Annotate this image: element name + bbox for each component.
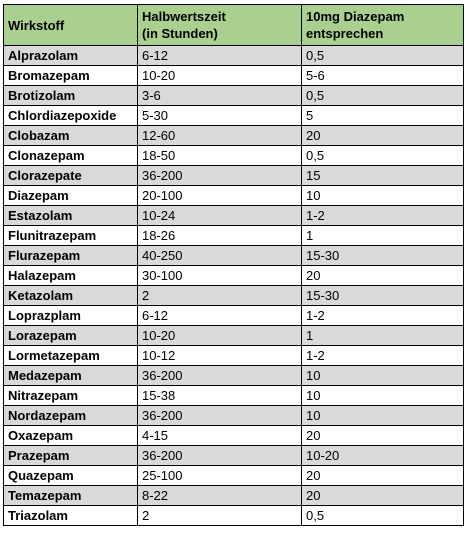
cell-halbwertszeit: 18-50	[138, 146, 302, 166]
table-row	[4, 286, 464, 306]
cell-wirkstoff: Alprazolam	[4, 46, 138, 66]
cell-wirkstoff: Flurazepam	[4, 246, 138, 266]
table-header	[4, 5, 464, 46]
cell-halbwertszeit: 10-12	[138, 346, 302, 366]
cell-wirkstoff: Oxazepam	[4, 426, 138, 446]
table-row	[4, 486, 464, 506]
cell-halbwertszeit: 10-20	[138, 66, 302, 86]
cell-halbwertszeit: 3-6	[138, 86, 302, 106]
cell-diazepam-equivalent: 10	[302, 406, 464, 426]
cell-wirkstoff: Nordazepam	[4, 406, 138, 426]
cell-diazepam-equivalent: 20	[302, 126, 464, 146]
cell-diazepam-equivalent: 20	[302, 466, 464, 486]
header-halbwertszeit-line2: (in Stunden)	[142, 26, 218, 41]
cell-halbwertszeit: 6-12	[138, 46, 302, 66]
cell-halbwertszeit: 25-100	[138, 466, 302, 486]
cell-wirkstoff: Ketazolam	[4, 286, 138, 306]
table-row	[4, 166, 464, 186]
cell-wirkstoff: Clobazam	[4, 126, 138, 146]
cell-halbwertszeit: 8-22	[138, 486, 302, 506]
table-row	[4, 126, 464, 146]
table-body	[4, 46, 464, 526]
cell-wirkstoff: Clonazepam	[4, 146, 138, 166]
table-row	[4, 106, 464, 126]
cell-halbwertszeit: 10-20	[138, 326, 302, 346]
cell-halbwertszeit: 30-100	[138, 266, 302, 286]
cell-halbwertszeit: 18-26	[138, 226, 302, 246]
table-row	[4, 346, 464, 366]
cell-diazepam-equivalent: 0,5	[302, 506, 464, 526]
cell-wirkstoff: Brotizolam	[4, 86, 138, 106]
cell-halbwertszeit: 20-100	[138, 186, 302, 206]
header-wirkstoff-label: Wirkstoff	[8, 17, 65, 33]
cell-diazepam-equivalent: 15-30	[302, 286, 464, 306]
cell-wirkstoff: Estazolam	[4, 206, 138, 226]
table-row	[4, 226, 464, 246]
cell-wirkstoff: Diazepam	[4, 186, 138, 206]
table-row	[4, 426, 464, 446]
cell-wirkstoff: Lormetazepam	[4, 346, 138, 366]
cell-halbwertszeit: 2	[138, 286, 302, 306]
cell-diazepam-equivalent: 0,5	[302, 86, 464, 106]
table-row	[4, 86, 464, 106]
table-row	[4, 506, 464, 526]
table-row	[4, 186, 464, 206]
cell-wirkstoff: Quazepam	[4, 466, 138, 486]
cell-halbwertszeit: 6-12	[138, 306, 302, 326]
table-row	[4, 466, 464, 486]
cell-wirkstoff: Bromazepam	[4, 66, 138, 86]
table-row	[4, 406, 464, 426]
cell-diazepam-equivalent: 1-2	[302, 306, 464, 326]
cell-wirkstoff: Temazepam	[4, 486, 138, 506]
cell-diazepam-equivalent: 1-2	[302, 206, 464, 226]
cell-wirkstoff: Loprazplam	[4, 306, 138, 326]
table-row	[4, 146, 464, 166]
table-row	[4, 266, 464, 286]
header-row	[4, 5, 464, 46]
cell-diazepam-equivalent: 5	[302, 106, 464, 126]
cell-halbwertszeit: 36-200	[138, 446, 302, 466]
table-row	[4, 206, 464, 226]
table-row	[4, 326, 464, 346]
cell-halbwertszeit: 2	[138, 506, 302, 526]
cell-wirkstoff: Prazepam	[4, 446, 138, 466]
header-wirkstoff	[4, 5, 138, 46]
cell-diazepam-equivalent: 15	[302, 166, 464, 186]
cell-halbwertszeit: 10-24	[138, 206, 302, 226]
cell-halbwertszeit: 36-200	[138, 406, 302, 426]
cell-diazepam-equivalent: 1	[302, 226, 464, 246]
cell-diazepam-equivalent: 15-30	[302, 246, 464, 266]
cell-diazepam-equivalent: 10	[302, 366, 464, 386]
cell-diazepam-equivalent: 1	[302, 326, 464, 346]
header-diazepam-equivalent-line1: 10mg Diazepam	[306, 9, 405, 24]
table-row	[4, 386, 464, 406]
benzodiazepine-table-container	[3, 4, 463, 526]
cell-halbwertszeit: 36-200	[138, 366, 302, 386]
table-row	[4, 46, 464, 66]
cell-halbwertszeit: 40-250	[138, 246, 302, 266]
cell-wirkstoff: Medazepam	[4, 366, 138, 386]
cell-diazepam-equivalent: 10	[302, 186, 464, 206]
cell-wirkstoff: Halazepam	[4, 266, 138, 286]
cell-diazepam-equivalent: 10-20	[302, 446, 464, 466]
cell-diazepam-equivalent: 5-6	[302, 66, 464, 86]
cell-halbwertszeit: 12-60	[138, 126, 302, 146]
table-row	[4, 246, 464, 266]
table-row	[4, 366, 464, 386]
cell-diazepam-equivalent: 10	[302, 386, 464, 406]
cell-halbwertszeit: 36-200	[138, 166, 302, 186]
cell-diazepam-equivalent: 0,5	[302, 46, 464, 66]
header-diazepam-equivalent-line2: entsprechen	[306, 26, 384, 41]
cell-diazepam-equivalent: 0,5	[302, 146, 464, 166]
header-diazepam-equivalent	[302, 5, 464, 46]
cell-diazepam-equivalent: 20	[302, 486, 464, 506]
header-halbwertszeit	[138, 5, 302, 46]
cell-wirkstoff: Chlordiazepoxide	[4, 106, 138, 126]
cell-halbwertszeit: 4-15	[138, 426, 302, 446]
header-halbwertszeit-line1: Halbwertszeit	[142, 9, 226, 24]
cell-diazepam-equivalent: 1-2	[302, 346, 464, 366]
cell-diazepam-equivalent: 20	[302, 426, 464, 446]
cell-wirkstoff: Triazolam	[4, 506, 138, 526]
table-row	[4, 306, 464, 326]
cell-wirkstoff: Clorazepate	[4, 166, 138, 186]
benzodiazepine-table	[3, 4, 464, 526]
table-row	[4, 66, 464, 86]
cell-wirkstoff: Lorazepam	[4, 326, 138, 346]
cell-halbwertszeit: 15-38	[138, 386, 302, 406]
cell-diazepam-equivalent: 20	[302, 266, 464, 286]
table-row	[4, 446, 464, 466]
cell-wirkstoff: Nitrazepam	[4, 386, 138, 406]
cell-halbwertszeit: 5-30	[138, 106, 302, 126]
cell-wirkstoff: Flunitrazepam	[4, 226, 138, 246]
